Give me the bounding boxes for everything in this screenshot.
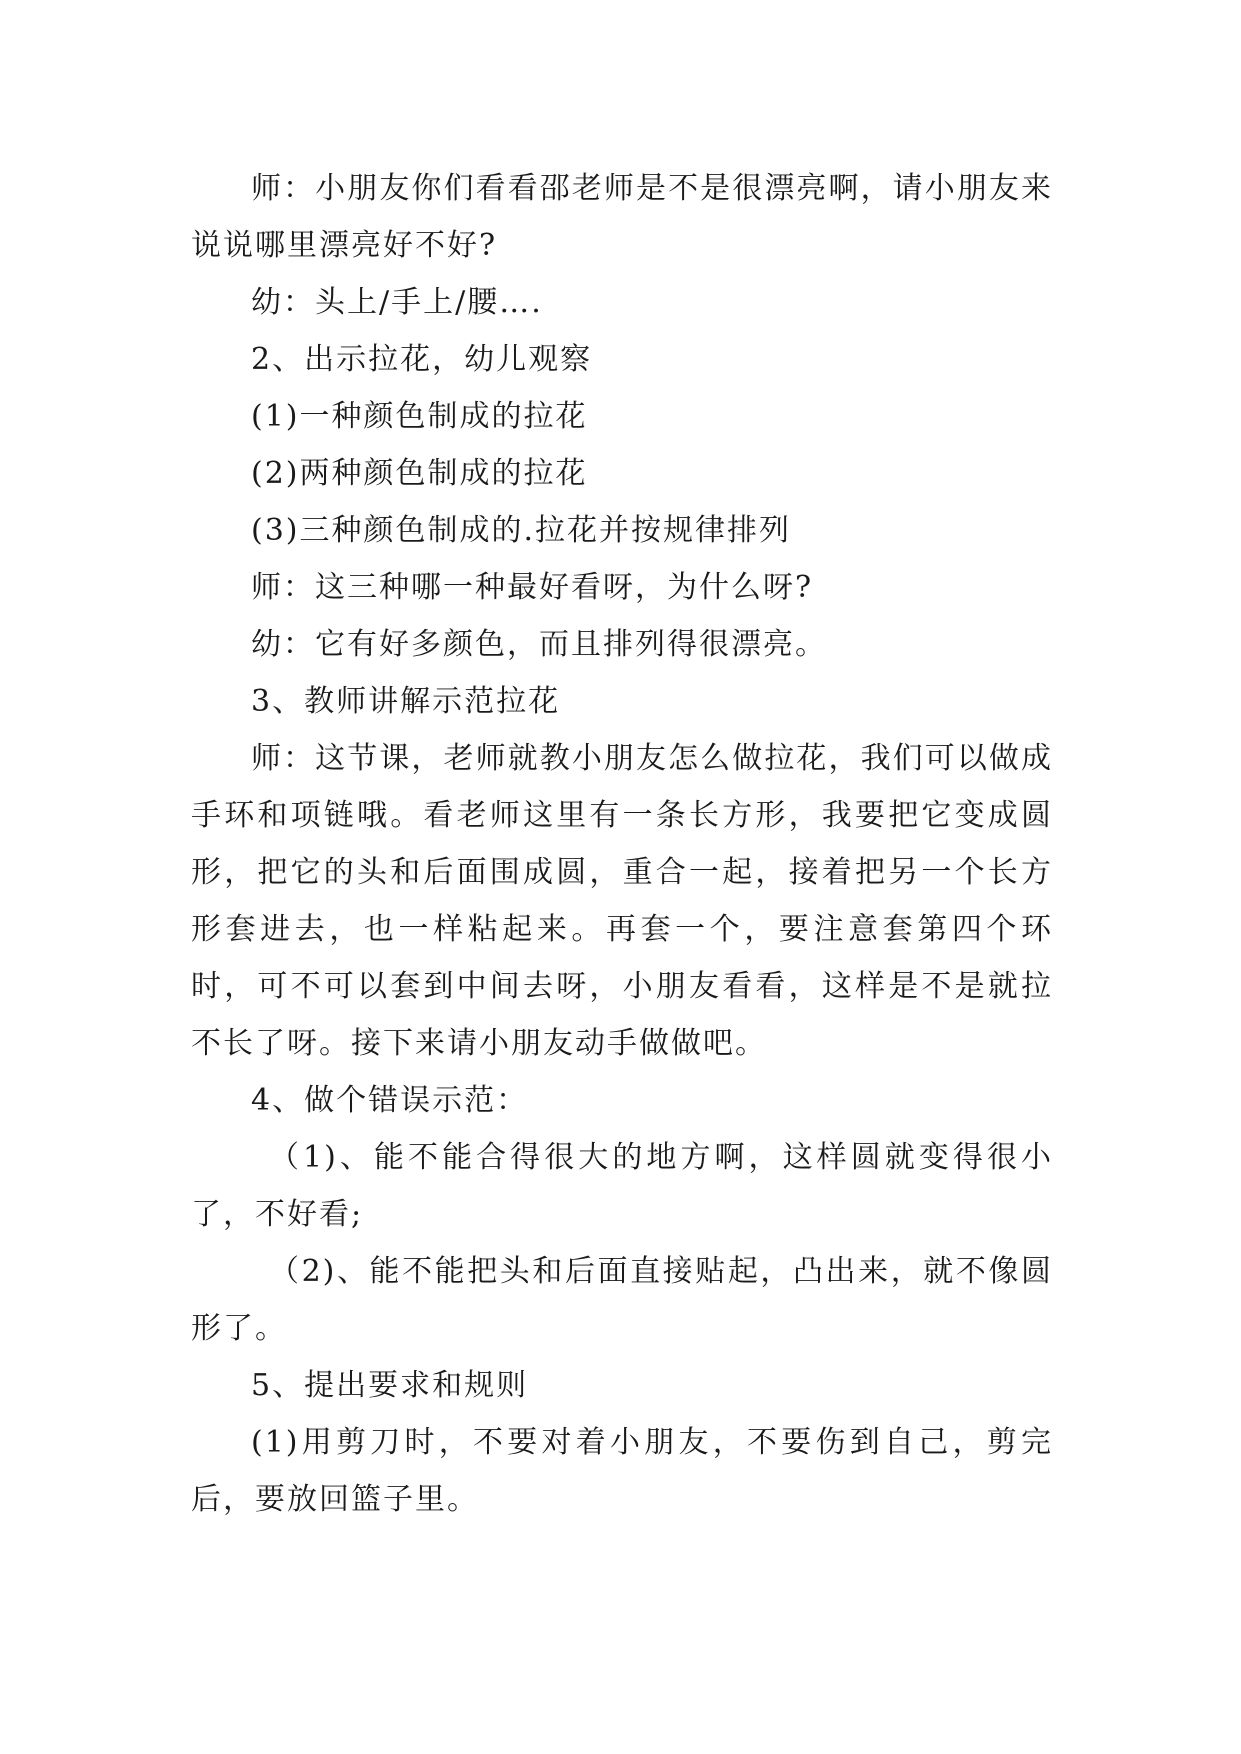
heading-step-3: 3、教师讲解示范拉花	[251, 684, 561, 719]
heading-step-4: 4、做个错误示范：	[251, 1083, 529, 1118]
paragraph-teacher-question: 师：小朋友你们看看邵老师是不是很漂亮啊，请小朋友来说说哪里漂亮好不好?	[191, 171, 1053, 263]
list-item-3: (3)三种颜色制成的.拉花并按规律排列	[251, 513, 792, 548]
list-item-2: (2)两种颜色制成的拉花	[251, 456, 588, 491]
list-item-error-1: （1)、能不能合得很大的地方啊，这样圆就变得很小了，不好看;	[191, 1140, 1053, 1232]
paragraph-teacher-demo: 师：这节课，老师就教小朋友怎么做拉花，我们可以做成手环和项链哦。看老师这里有一条长方形，我要把它变成圆形，把它的头和后面围成圆，重合一起，接着把另一个长方形套进去，也一样粘起来。再套一个，要注意套第四个环时，可不可以套到中间去呀，小朋友看看，这样是不是就拉不长了呀。接下来请小朋友动手做做吧。	[191, 741, 1053, 1061]
heading-step-5: 5、提出要求和规则	[251, 1368, 529, 1403]
list-item-rule-1: (1)用剪刀时，不要对着小朋友，不要伤到自己，剪完后，要放回篮子里。	[191, 1425, 1053, 1517]
paragraph-teacher-question-2: 师：这三种哪一种最好看呀，为什么呀?	[251, 570, 814, 605]
list-item-error-2: （2)、能不能把头和后面直接贴起，凸出来，就不像圆形了。	[191, 1254, 1053, 1346]
heading-step-2: 2、出示拉花，幼儿观察	[251, 342, 593, 377]
paragraph-child-answer-2: 幼：它有好多颜色，而且排列得很漂亮。	[251, 627, 827, 662]
paragraph-child-answer: 幼：头上/手上/腰….	[251, 285, 543, 320]
list-item-1: (1)一种颜色制成的拉花	[251, 399, 588, 434]
document-body	[191, 160, 1053, 1528]
